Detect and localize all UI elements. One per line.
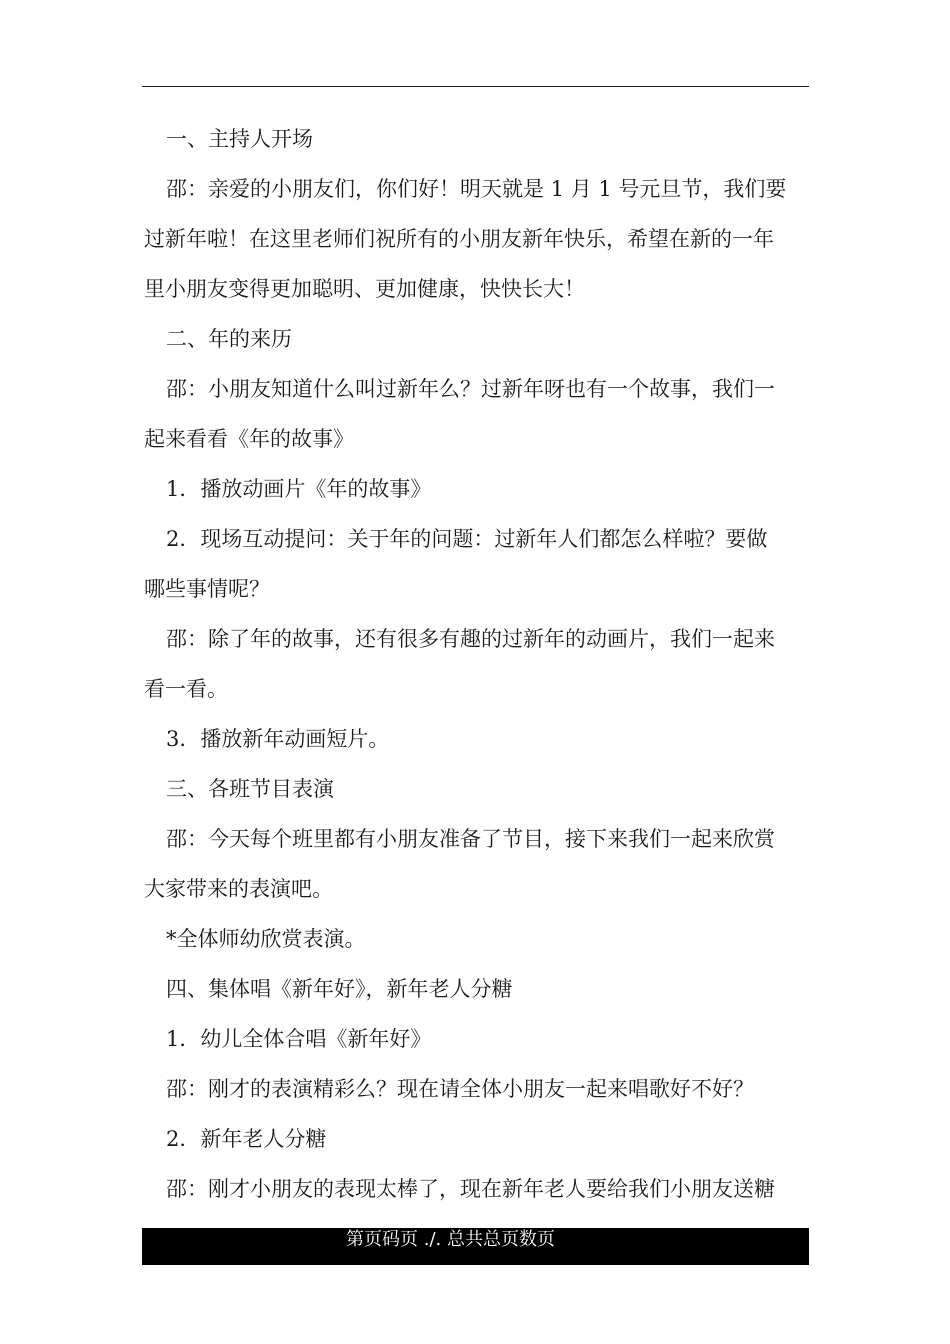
text-line: 邵：刚才小朋友的表现太棒了，现在新年老人要给我们小朋友送糖 [166, 1177, 775, 1201]
page-number-text: 第页码页 ./. 总共总页数页 [346, 1229, 555, 1250]
text-line: 起来看看《年的故事》 [144, 427, 354, 451]
text-line: 邵：除了年的故事，还有很多有趣的过新年的动画片，我们一起来 [166, 627, 775, 651]
text-line: 过新年啦！在这里老师们祝所有的小朋友新年快乐，希望在新的一年 [144, 227, 774, 251]
text-line: 哪些事情呢？ [144, 577, 270, 601]
page-footer [142, 1228, 809, 1265]
text-line: 一、主持人开场 [166, 127, 313, 151]
text-line: 三、各班节目表演 [166, 777, 334, 801]
text-line: 邵：今天每个班里都有小朋友准备了节目，接下来我们一起来欣赏 [166, 827, 775, 851]
text-line: 邵：小朋友知道什么叫过新年么？过新年呀也有一个故事，我们一 [166, 377, 775, 401]
text-line: *全体师幼欣赏表演。 [166, 927, 366, 951]
document-body [144, 114, 810, 1214]
text-line: 邵：亲爱的小朋友们，你们好！明天就是 1 月 1 号元旦节，我们要 [166, 177, 787, 201]
text-line: 2．现场互动提问：关于年的问题：过新年人们都怎么样啦？要做 [166, 527, 768, 551]
text-line: 四、集体唱《新年好》，新年老人分糖 [166, 977, 513, 1001]
text-line: 1．播放动画片《年的故事》 [166, 477, 432, 501]
text-line: 里小朋友变得更加聪明、更加健康，快快长大！ [144, 277, 585, 301]
text-line: 1．幼儿全体合唱《新年好》 [166, 1027, 432, 1051]
text-line: 3．播放新年动画短片。 [166, 727, 390, 751]
text-line: 看一看。 [144, 677, 228, 701]
text-line: 二、年的来历 [166, 327, 292, 351]
text-line: 2．新年老人分糖 [166, 1127, 327, 1151]
header-rule [142, 86, 809, 87]
text-line: 大家带来的表演吧。 [144, 877, 333, 901]
text-line: 邵：刚才的表演精彩么？现在请全体小朋友一起来唱歌好不好？ [166, 1077, 754, 1101]
